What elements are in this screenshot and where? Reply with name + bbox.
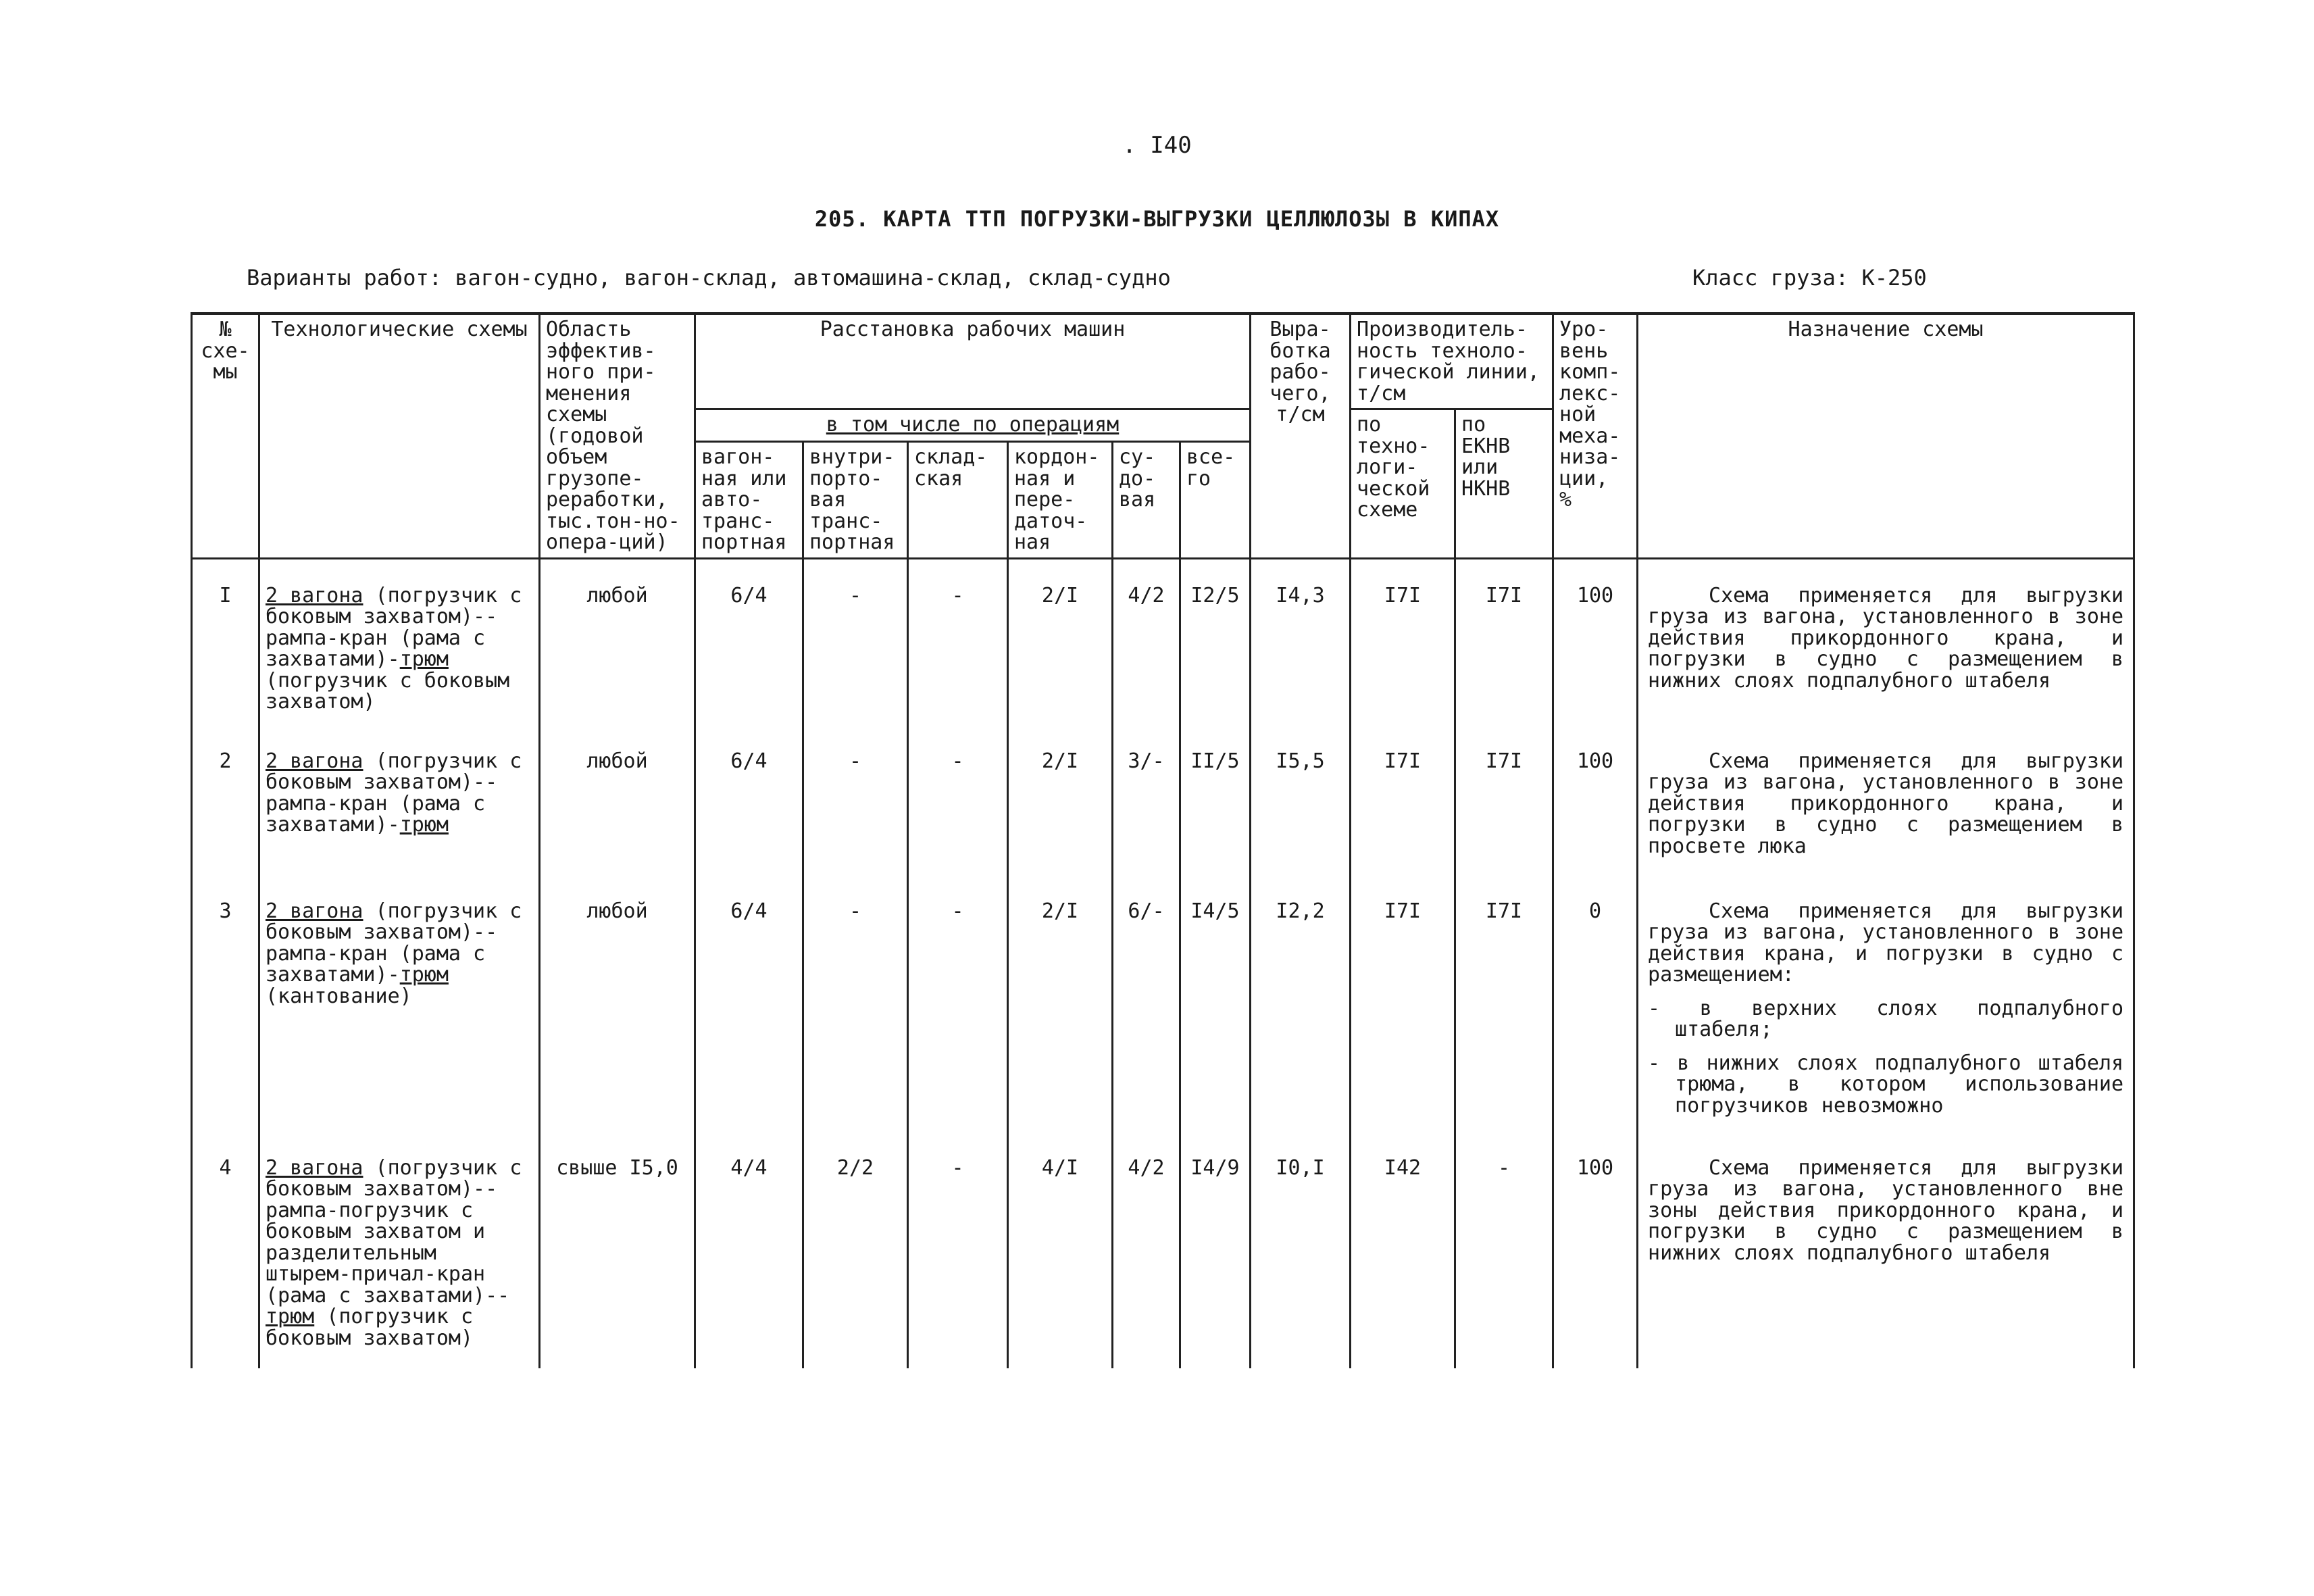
mechanization-level: 100	[1553, 1132, 1638, 1368]
header-ship: су-до-вая	[1113, 442, 1180, 559]
table-row	[192, 875, 2134, 1132]
worker-output: I0,I	[1251, 1132, 1351, 1368]
scheme-hold: трюм	[399, 813, 449, 837]
technology-map-table	[191, 312, 2135, 1368]
scheme-head: 2 вагона	[266, 899, 363, 923]
purpose-text: Схема применяется для выгрузки груза из вагона, установленного в зоне действия крана, и погрузки в судно с размещением:	[1648, 899, 2124, 987]
scheme-hold: трюм	[266, 1305, 315, 1328]
wagon-count: 6/4	[695, 725, 803, 875]
purpose-text: Схема применяется для выгрузки груза из вагона, установленного в зоне действия прикордонного крана, и погрузки в судно с размещением в просвете люка	[1648, 749, 2124, 858]
application-area: любой	[540, 875, 695, 1132]
productivity-scheme: I42	[1351, 1132, 1455, 1368]
row-number: I	[192, 558, 259, 725]
cordon-count: 4/I	[1008, 1132, 1113, 1368]
productivity-eknv: I7I	[1455, 725, 1553, 875]
header-line-productivity: Производитель-ность техноло-гической линии, т/см	[1351, 314, 1553, 409]
ship-count: 4/2	[1113, 1132, 1180, 1368]
scheme-purpose	[1638, 1132, 2134, 1368]
scheme-text: (погрузчик с боковым захватом)--рампа-кран (рама с захватами)-	[266, 583, 522, 671]
header-total: все-го	[1180, 442, 1251, 559]
application-area: любой	[540, 558, 695, 725]
scheme-purpose	[1638, 725, 2134, 875]
table-row	[192, 725, 2134, 875]
work-variants: Варианты работ: вагон-судно, вагон-склад, автомашина-склад, склад-судно	[247, 265, 1171, 291]
purpose-bullet: - в верхних слоях подпалубного штабеля;	[1648, 996, 2124, 1041]
mechanization-level: 0	[1553, 875, 1638, 1132]
total-count: I4/5	[1180, 875, 1251, 1132]
scheme-text-tail: (погрузчик с боковым захватом)	[266, 1305, 474, 1350]
intraport-count: 2/2	[803, 1132, 908, 1368]
worker-output: I5,5	[1251, 725, 1351, 875]
worker-output: I4,3	[1251, 558, 1351, 725]
total-count: II/5	[1180, 725, 1251, 875]
total-count: I4/9	[1180, 1132, 1251, 1368]
scheme-head: 2 вагона	[266, 583, 363, 607]
application-area: любой	[540, 725, 695, 875]
scheme-text: (погрузчик с боковым захватом)--рампа-кран (рама с захватами)-	[266, 749, 522, 837]
row-number: 3	[192, 875, 259, 1132]
scheme-head: 2 вагона	[266, 1155, 363, 1180]
header-intraport-transport: внутри-порто-вая транс-портная	[803, 442, 908, 559]
row-number: 4	[192, 1132, 259, 1368]
header-application-area: Область эффектив-ного при-менения схемы (годовой объем грузопе-реработки, тыс.тон-но-опера-ций)	[540, 314, 695, 558]
scheme-text: (погрузчик с боковым захватом)--рампа-погрузчик с боковым захватом и разделительным штырем-причал-кран (рама с захватами)--	[266, 1155, 522, 1307]
wagon-count: 6/4	[695, 875, 803, 1132]
header-mechanization-level: Уро-вень комп-лекс-ной меха-низа-ции, %	[1553, 314, 1638, 558]
warehouse-count: -	[908, 875, 1008, 1132]
ship-count: 4/2	[1113, 558, 1180, 725]
scheme-head: 2 вагона	[266, 749, 363, 773]
table-row	[192, 558, 2134, 725]
productivity-eknv: -	[1455, 1132, 1553, 1368]
warehouse-count: -	[908, 558, 1008, 725]
total-count: I2/5	[1180, 558, 1251, 725]
scheme-description	[259, 725, 540, 875]
cordon-count: 2/I	[1008, 875, 1113, 1132]
productivity-scheme: I7I	[1351, 558, 1455, 725]
document-title: 205. КАРТА ТТП ПОГРУЗКИ-ВЫГРУЗКИ ЦЕЛЛЮЛОЗЫ В КИПАХ	[814, 206, 1500, 232]
productivity-eknv: I7I	[1455, 558, 1553, 725]
scheme-text-tail: (погрузчик с боковым захватом)	[266, 668, 510, 714]
scheme-hold: трюм	[399, 647, 449, 671]
scheme-hold: трюм	[399, 963, 449, 987]
header-machine-placement: Расстановка рабочих машин	[695, 314, 1251, 409]
header-technological-schemes: Технологические схемы	[259, 314, 540, 558]
intraport-count: -	[803, 725, 908, 875]
header-worker-output: Выра-ботка рабо-чего, т/см	[1251, 314, 1351, 558]
cordon-count: 2/I	[1008, 725, 1113, 875]
intraport-count: -	[803, 875, 908, 1132]
header-productivity-by-scheme: по техно-логи-ческой схеме	[1351, 409, 1455, 559]
scheme-text: (погрузчик с боковым захватом)--рампа-кран (рама с захватами)-	[266, 899, 522, 987]
header-scheme-number: № схе-мы	[192, 314, 259, 558]
scheme-purpose	[1638, 875, 2134, 1132]
intraport-count: -	[803, 558, 908, 725]
scheme-description	[259, 558, 540, 725]
purpose-text: Схема применяется для выгрузки груза из вагона, установленного в зоне действия прикордонного крана, и погрузки в судно с размещением в нижних слоях подпалубного штабеля	[1648, 583, 2124, 693]
scheme-purpose	[1638, 558, 2134, 725]
header-productivity-by-eknv: по ЕКНВ или НКНВ	[1455, 409, 1553, 559]
productivity-scheme: I7I	[1351, 725, 1455, 875]
scheme-description	[259, 875, 540, 1132]
productivity-scheme: I7I	[1351, 875, 1455, 1132]
wagon-count: 6/4	[695, 558, 803, 725]
productivity-eknv: I7I	[1455, 875, 1553, 1132]
header-warehouse: склад-ская	[908, 442, 1008, 559]
mechanization-level: 100	[1553, 725, 1638, 875]
cordon-count: 2/I	[1008, 558, 1113, 725]
scheme-text-tail: (кантование)	[266, 984, 412, 1008]
purpose-bullet: - в нижних слоях подпалубного штабеля трюма, в котором использование погрузчиков невозможно	[1648, 1051, 2124, 1118]
warehouse-count: -	[908, 725, 1008, 875]
wagon-count: 4/4	[695, 1132, 803, 1368]
header-by-operation: в том числе по операциям	[695, 409, 1251, 442]
header-cordon-transfer: кордон-ная и пере-даточ-ная	[1008, 442, 1113, 559]
cargo-class: Класс груза: К-250	[1692, 265, 1927, 291]
ship-count: 3/-	[1113, 725, 1180, 875]
table-row	[192, 1132, 2134, 1368]
worker-output: I2,2	[1251, 875, 1351, 1132]
application-area: свыше I5,0	[540, 1132, 695, 1368]
mechanization-level: 100	[1553, 558, 1638, 725]
ship-count: 6/-	[1113, 875, 1180, 1132]
header-wagon-transport: вагон-ная или авто-транс-портная	[695, 442, 803, 559]
header-scheme-purpose: Назначение схемы	[1638, 314, 2134, 558]
page-number: . I40	[1122, 132, 1192, 159]
scheme-description	[259, 1132, 540, 1368]
purpose-text: Схема применяется для выгрузки груза из вагона, установленного вне зоны действия прикордонного крана, и погрузки в судно с размещением в нижних слоях подпалубного штабеля	[1648, 1155, 2124, 1265]
warehouse-count: -	[908, 1132, 1008, 1368]
row-number: 2	[192, 725, 259, 875]
